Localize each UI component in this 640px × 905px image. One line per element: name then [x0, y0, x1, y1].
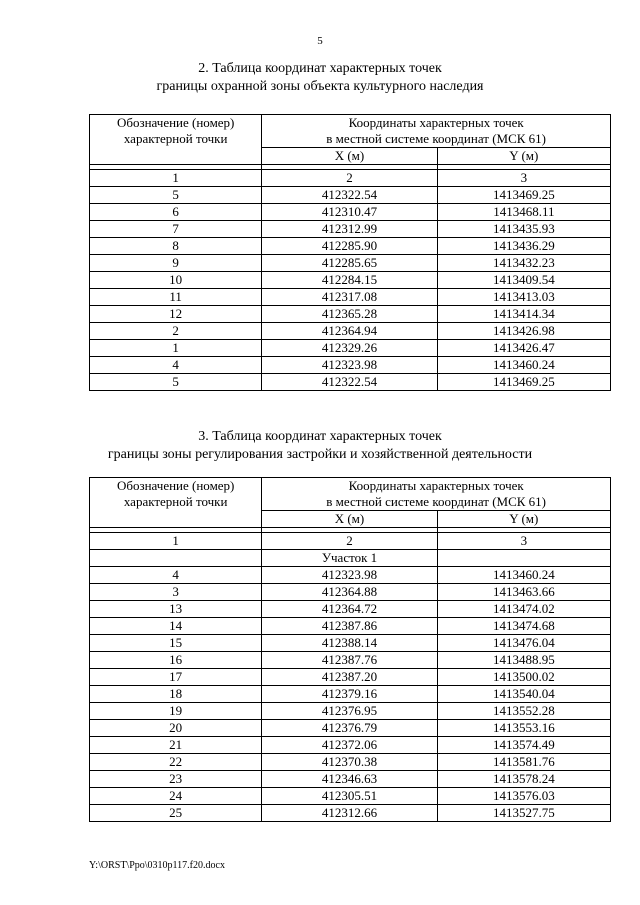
cell-point: 4 — [90, 357, 262, 374]
cell-point: 1 — [90, 340, 262, 357]
cell-point: 22 — [90, 754, 262, 771]
cell-point: 6 — [90, 204, 262, 221]
cell-point: 7 — [90, 221, 262, 238]
cell-x: 412329.26 — [262, 340, 437, 357]
cell-x: 412387.20 — [262, 669, 437, 686]
table3-header-coords — [262, 478, 611, 511]
cell-point: 13 — [90, 601, 262, 618]
cell-y: 1413500.02 — [437, 669, 610, 686]
table2-header-point — [90, 115, 262, 165]
footer-file-path: Y:\ORST\Ppo\0310p117.f20.docx — [89, 860, 225, 871]
cell-y: 1413426.98 — [437, 323, 610, 340]
table3-header-x: X (м) — [262, 511, 437, 528]
table3-title-line2: границы зоны регулирования застройки и хозяйственной деятельности — [107, 447, 533, 462]
table2-title — [0, 60, 640, 96]
cell-y: 1413476.04 — [437, 635, 610, 652]
table-row — [90, 584, 611, 601]
cell-y: 1413469.25 — [437, 187, 610, 204]
cell-x: 412305.51 — [262, 788, 437, 805]
table3-header-point-line2: характерной точки — [123, 494, 228, 509]
cell-point: 15 — [90, 635, 262, 652]
table3-section-row — [90, 550, 611, 567]
cell-x: 412310.47 — [262, 204, 437, 221]
table-row — [90, 771, 611, 788]
cell-x: 412364.94 — [262, 323, 437, 340]
table3-section-empty-right — [437, 550, 610, 567]
cell-x: 412376.95 — [262, 703, 437, 720]
table3-header-point — [90, 478, 262, 528]
cell-point: 12 — [90, 306, 262, 323]
table3-title — [0, 428, 640, 464]
table-row — [90, 788, 611, 805]
table3-header-coords-line1: Координаты характерных точек — [348, 478, 524, 493]
page-number: 5 — [317, 35, 323, 47]
table-row — [90, 669, 611, 686]
table3-header-y: Y (м) — [437, 511, 610, 528]
cell-point: 19 — [90, 703, 262, 720]
cell-y: 1413574.49 — [437, 737, 610, 754]
cell-y: 1413463.66 — [437, 584, 610, 601]
cell-x: 412312.99 — [262, 221, 437, 238]
cell-x: 412285.65 — [262, 255, 437, 272]
cell-y: 1413460.24 — [437, 357, 610, 374]
cell-point: 20 — [90, 720, 262, 737]
cell-point: 9 — [90, 255, 262, 272]
table-row — [90, 340, 611, 357]
cell-x: 412365.28 — [262, 306, 437, 323]
table2-coordinates — [89, 114, 611, 391]
cell-x: 412285.90 — [262, 238, 437, 255]
table3-colnum-3: 3 — [437, 533, 610, 550]
table-row — [90, 272, 611, 289]
cell-point: 14 — [90, 618, 262, 635]
cell-y: 1413409.54 — [437, 272, 610, 289]
cell-point: 5 — [90, 374, 262, 391]
cell-x: 412364.72 — [262, 601, 437, 618]
table2-title-line1: 2. Таблица координат характерных точек — [198, 61, 442, 76]
table-row — [90, 204, 611, 221]
cell-x: 412317.08 — [262, 289, 437, 306]
table-row — [90, 323, 611, 340]
cell-y: 1413578.24 — [437, 771, 610, 788]
cell-x: 412322.54 — [262, 187, 437, 204]
table2-header-coords-line1: Координаты характерных точек — [348, 115, 524, 130]
cell-y: 1413488.95 — [437, 652, 610, 669]
cell-y: 1413432.23 — [437, 255, 610, 272]
cell-x: 412372.06 — [262, 737, 437, 754]
cell-x: 412312.66 — [262, 805, 437, 822]
table2-body — [90, 187, 611, 391]
table-row — [90, 567, 611, 584]
table2-colnum-3: 3 — [437, 170, 610, 187]
cell-point: 5 — [90, 187, 262, 204]
cell-x: 412323.98 — [262, 357, 437, 374]
cell-x: 412346.63 — [262, 771, 437, 788]
table-row — [90, 187, 611, 204]
table-row — [90, 618, 611, 635]
table-row — [90, 703, 611, 720]
table-row — [90, 221, 611, 238]
table2-title-line2: границы охранной зоны объекта культурного наследия — [156, 79, 484, 94]
table3-colnum-1: 1 — [90, 533, 262, 550]
cell-point: 3 — [90, 584, 262, 601]
table3-coordinates — [89, 477, 611, 822]
cell-point: 11 — [90, 289, 262, 306]
cell-y: 1413460.24 — [437, 567, 610, 584]
table3-header — [90, 478, 611, 567]
cell-y: 1413553.16 — [437, 720, 610, 737]
cell-x: 412387.86 — [262, 618, 437, 635]
cell-point: 16 — [90, 652, 262, 669]
cell-y: 1413552.28 — [437, 703, 610, 720]
cell-y: 1413527.75 — [437, 805, 610, 822]
table-row — [90, 306, 611, 323]
cell-x: 412387.76 — [262, 652, 437, 669]
cell-y: 1413426.47 — [437, 340, 610, 357]
table-row — [90, 652, 611, 669]
cell-y: 1413413.03 — [437, 289, 610, 306]
cell-point: 10 — [90, 272, 262, 289]
cell-point: 2 — [90, 323, 262, 340]
cell-point: 18 — [90, 686, 262, 703]
cell-x: 412376.79 — [262, 720, 437, 737]
table3-section-empty — [90, 550, 262, 567]
cell-point: 25 — [90, 805, 262, 822]
cell-point: 24 — [90, 788, 262, 805]
table-row — [90, 289, 611, 306]
table-row — [90, 754, 611, 771]
cell-point: 23 — [90, 771, 262, 788]
cell-x: 412364.88 — [262, 584, 437, 601]
table2-colnum-1: 1 — [90, 170, 262, 187]
cell-y: 1413469.25 — [437, 374, 610, 391]
table3-section-label: Участок 1 — [262, 550, 437, 567]
table2-header-y: Y (м) — [437, 148, 610, 165]
cell-y: 1413474.68 — [437, 618, 610, 635]
table-row — [90, 737, 611, 754]
cell-point: 4 — [90, 567, 262, 584]
cell-y: 1413414.34 — [437, 306, 610, 323]
table3-colnum-2: 2 — [262, 533, 437, 550]
cell-y: 1413540.04 — [437, 686, 610, 703]
cell-x: 412284.15 — [262, 272, 437, 289]
table2-colnum-2: 2 — [262, 170, 437, 187]
table2-header — [90, 115, 611, 187]
table-row — [90, 255, 611, 272]
cell-x: 412379.16 — [262, 686, 437, 703]
cell-point: 21 — [90, 737, 262, 754]
cell-y: 1413581.76 — [437, 754, 610, 771]
table2-header-x: X (м) — [262, 148, 437, 165]
table-row — [90, 238, 611, 255]
table-row — [90, 635, 611, 652]
table-row — [90, 805, 611, 822]
cell-x: 412323.98 — [262, 567, 437, 584]
table3-header-coords-line2: в местной системе координат (МСК 61) — [326, 494, 547, 509]
cell-point: 8 — [90, 238, 262, 255]
cell-y: 1413436.29 — [437, 238, 610, 255]
table-row — [90, 357, 611, 374]
table3-body — [90, 567, 611, 822]
table-row — [90, 601, 611, 618]
table2-header-coords — [262, 115, 611, 148]
table2-header-point-line2: характерной точки — [123, 131, 228, 146]
table2-header-coords-line2: в местной системе координат (МСК 61) — [326, 131, 547, 146]
table-row — [90, 720, 611, 737]
cell-point: 17 — [90, 669, 262, 686]
cell-x: 412322.54 — [262, 374, 437, 391]
cell-y: 1413435.93 — [437, 221, 610, 238]
cell-x: 412388.14 — [262, 635, 437, 652]
table2-header-point-line1: Обозначение (номер) — [116, 115, 235, 130]
cell-x: 412370.38 — [262, 754, 437, 771]
table-row — [90, 686, 611, 703]
table-row — [90, 374, 611, 391]
cell-y: 1413474.02 — [437, 601, 610, 618]
cell-y: 1413468.11 — [437, 204, 610, 221]
table3-title-line1: 3. Таблица координат характерных точек — [198, 429, 442, 444]
cell-y: 1413576.03 — [437, 788, 610, 805]
table3-header-point-line1: Обозначение (номер) — [116, 478, 235, 493]
